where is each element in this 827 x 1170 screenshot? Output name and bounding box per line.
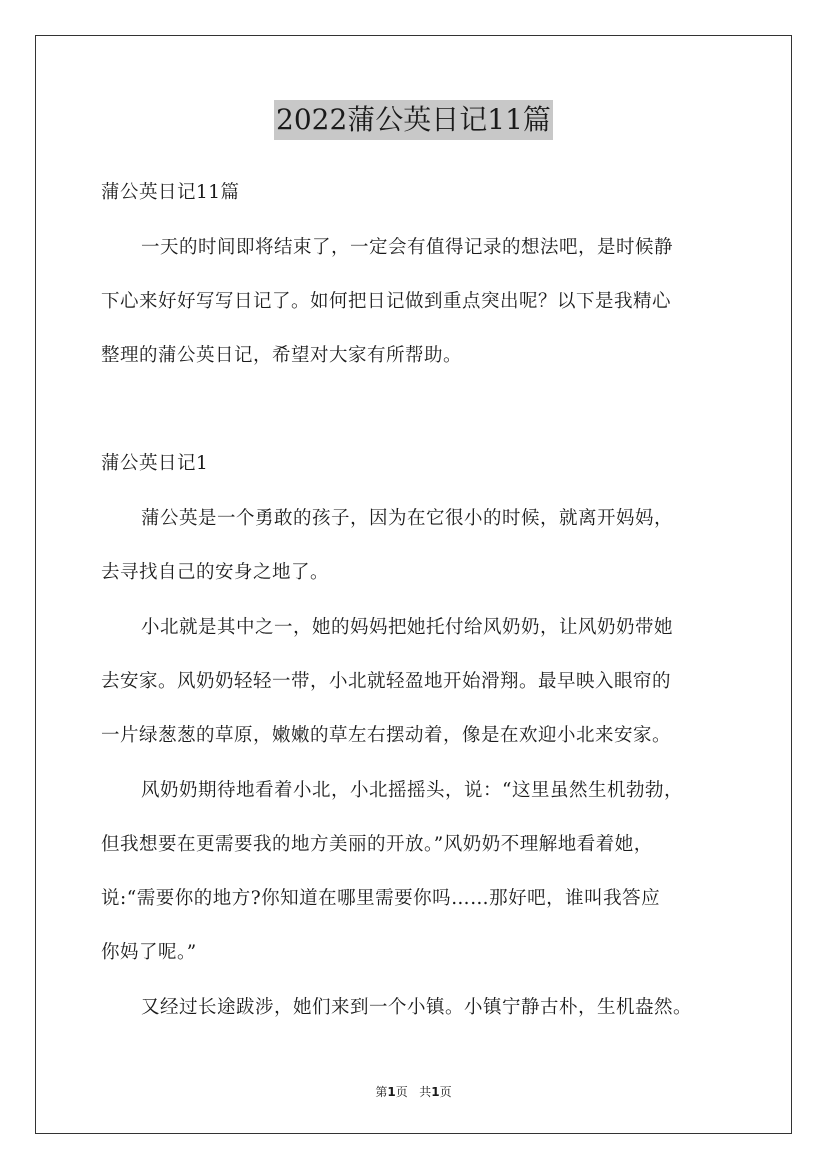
body-line: 但我想要在更需要我的地方美丽的开放。”风奶奶不理解地看着她，: [101, 834, 653, 855]
footer-page-suffix: 页: [395, 1085, 408, 1099]
footer-page-prefix: 第: [375, 1085, 388, 1099]
body-line: 一片绿葱葱的草原，嫩嫩的草左右摆动着，像是在欢迎小北来安家。: [101, 725, 672, 746]
footer-page-number: 1: [387, 1085, 396, 1099]
body-line: 风奶奶期待地看着小北，小北摇摇头，说：“这里虽然生机勃勃，: [141, 780, 683, 801]
body-line: 你妈了呢。”: [101, 942, 197, 963]
page-footer: [0, 1083, 827, 1100]
body-line: 又经过长途跋涉，她们来到一个小镇。小镇宁静古朴，生机盎然。: [141, 997, 693, 1018]
title-container: [0, 100, 827, 140]
footer-total-prefix: 共: [419, 1085, 432, 1099]
document-title: 2022蒲公英日记11篇: [274, 100, 553, 140]
footer-total-suffix: 页: [439, 1085, 452, 1099]
body-line: 去安家。风奶奶轻轻一带，小北就轻盈地开始滑翔。最早映入眼帘的: [101, 671, 672, 692]
body-line: 蒲公英是一个勇敢的孩子，因为在它很小的时候，就离开妈妈，: [141, 508, 674, 529]
intro-line-1: 一天的时间即将结束了，一定会有值得记录的想法吧，是时候静: [141, 237, 674, 258]
footer-total-number: 1: [431, 1085, 440, 1099]
intro-line-2: 下心来好好写写日记了。如何把日记做到重点突出呢？以下是我精心: [101, 291, 672, 312]
intro-line-3: 整理的蒲公英日记，希望对大家有所帮助。: [101, 345, 463, 366]
body-line: 说:“需要你的地方?你知道在哪里需要你吗……那好吧，谁叫我答应: [101, 888, 661, 909]
section-heading: 蒲公英日记1: [101, 453, 209, 474]
document-subtitle: 蒲公英日记11篇: [101, 182, 240, 203]
body-line: 小北就是其中之一，她的妈妈把她托付给风奶奶，让风奶奶带她: [141, 617, 674, 638]
body-line: 去寻找自己的安身之地了。: [101, 562, 330, 583]
